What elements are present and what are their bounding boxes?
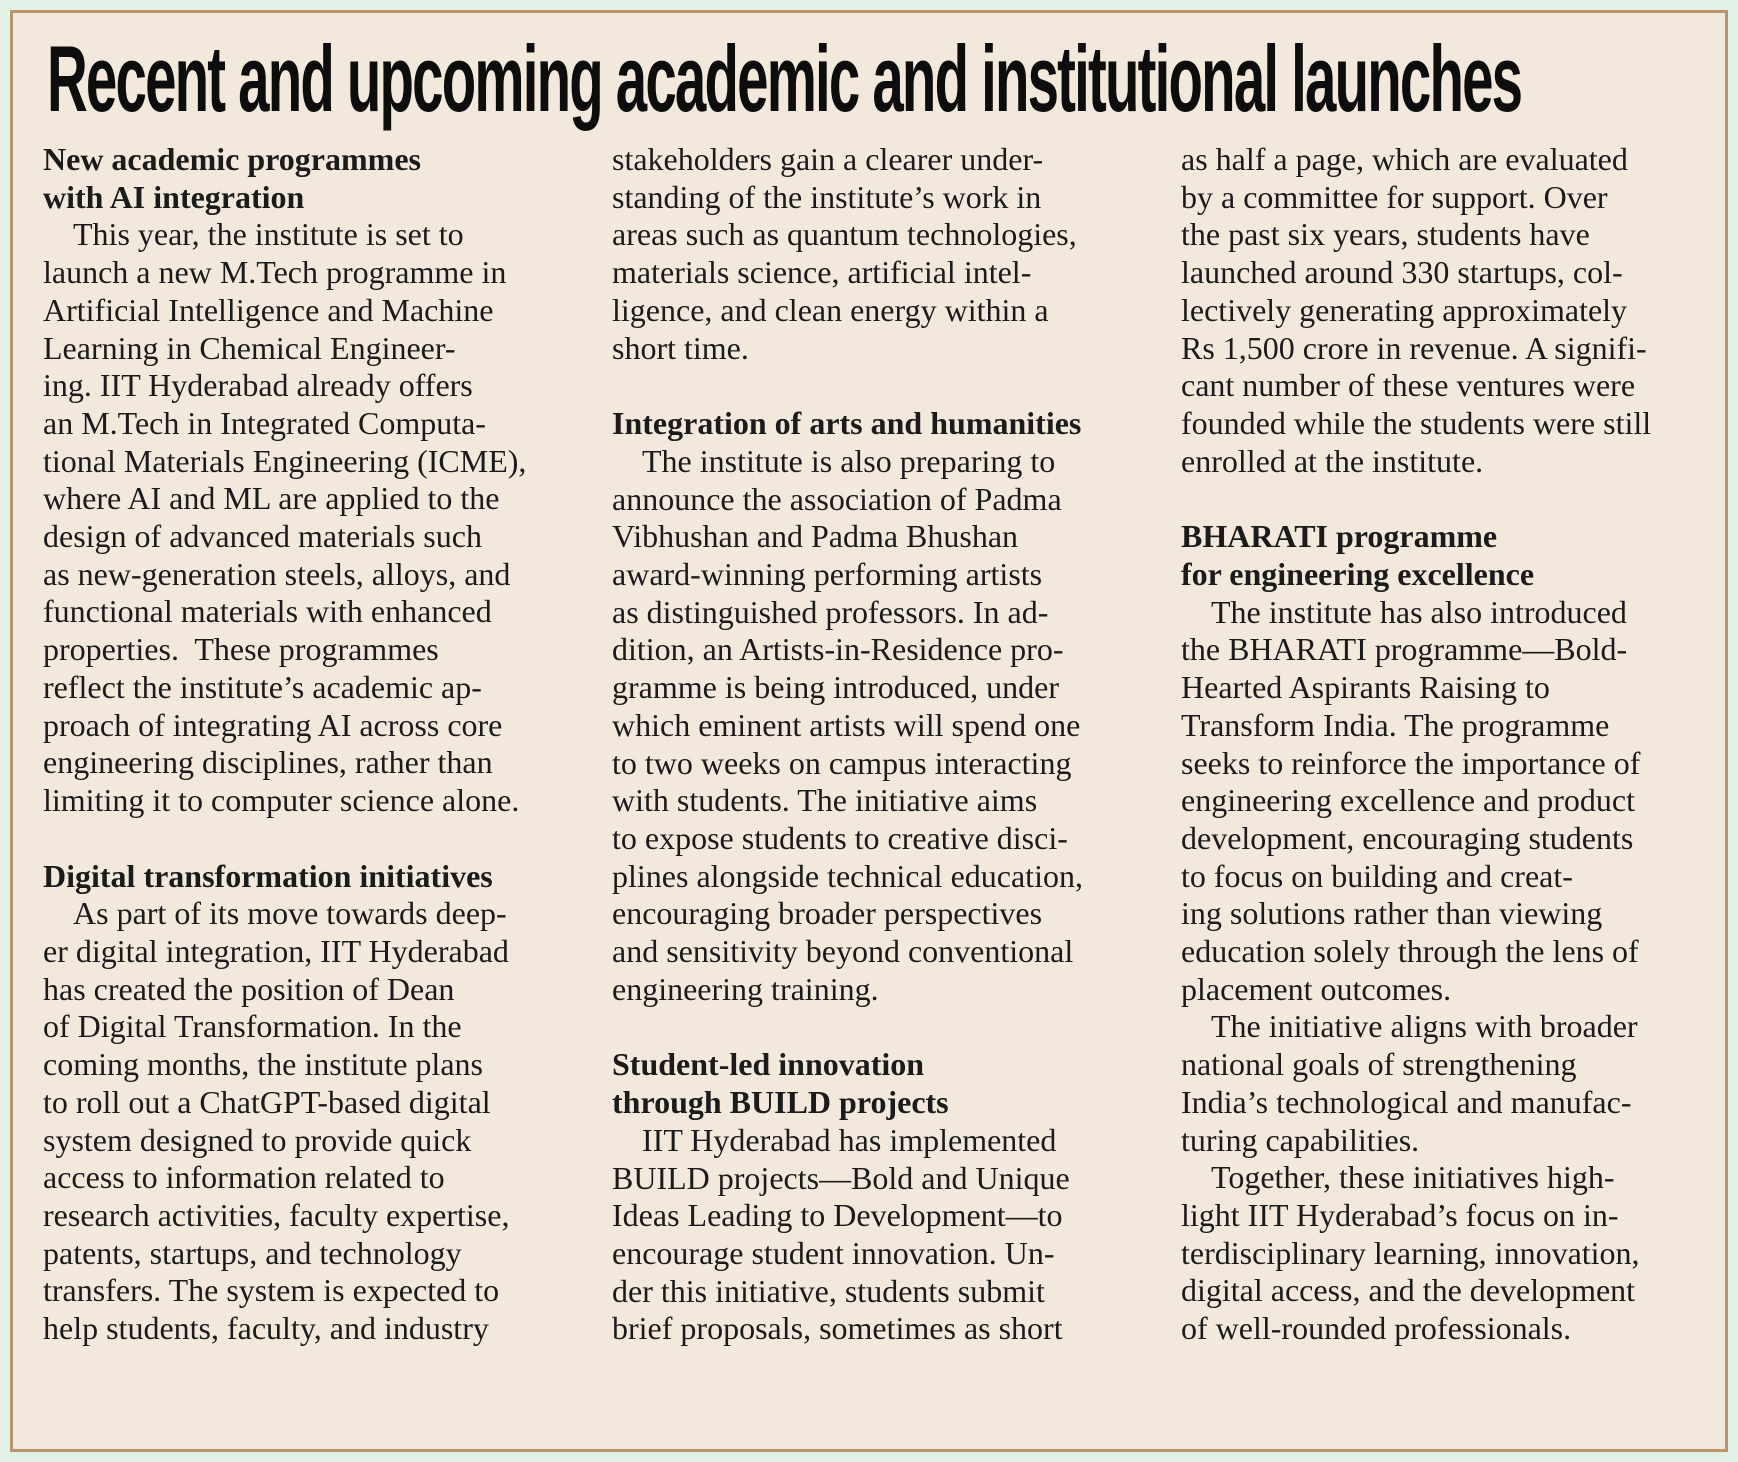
text-line: an M.Tech in Integrated Computa- bbox=[43, 404, 486, 441]
text-line: which eminent artists will spend one bbox=[612, 706, 1081, 743]
text-line: Hearted Aspirants Raising to bbox=[1181, 669, 1550, 706]
text-line: Learning in Chemical Engineer- bbox=[43, 329, 456, 366]
text-line: standing of the institute’s work in bbox=[612, 178, 1042, 215]
text-line: Together, these initiatives high- bbox=[1211, 1159, 1615, 1196]
text-line: engineering excellence and product bbox=[1181, 782, 1635, 819]
text-line: cant number of these ventures were bbox=[1181, 367, 1636, 404]
text-line: where AI and ML are applied to the bbox=[43, 480, 500, 517]
section-heading bbox=[612, 1046, 1136, 1121]
text-line: limiting it to computer science alone. bbox=[43, 781, 520, 818]
text-line: access to information related to bbox=[43, 1159, 445, 1196]
text-line: BUILD projects—Bold and Unique bbox=[612, 1159, 1070, 1196]
paragraph bbox=[1181, 1008, 1705, 1159]
text-line: launch a new M.Tech programme in bbox=[43, 254, 507, 291]
text-line: Digital transformation initiatives bbox=[43, 857, 493, 894]
text-line: development, encouraging students bbox=[1181, 819, 1634, 856]
text-line: materials science, artificial intel- bbox=[612, 254, 1032, 291]
text-line: digital access, and the development bbox=[1181, 1272, 1636, 1309]
article-column bbox=[612, 141, 1136, 1348]
text-line: announce the association of Padma bbox=[612, 480, 1062, 517]
text-line: founded while the students were still bbox=[1181, 404, 1652, 441]
text-line: encouraging broader perspectives bbox=[612, 895, 1043, 932]
text-line: by a committee for support. Over bbox=[1181, 178, 1608, 215]
text-line: Integration of arts and humanities bbox=[612, 405, 1082, 442]
text-line: patents, startups, and technology bbox=[43, 1234, 462, 1271]
text-line: New academic programmes bbox=[43, 141, 421, 177]
text-line: has created the position of Dean bbox=[43, 970, 455, 1007]
text-line: research activities, faculty expertise, bbox=[43, 1196, 510, 1233]
text-line: plines alongside technical education, bbox=[612, 857, 1083, 894]
text-line: short time. bbox=[612, 329, 749, 366]
text-line: to two weeks on campus interacting bbox=[612, 744, 1072, 781]
text-line: turing capabilities. bbox=[1181, 1121, 1420, 1158]
text-line: gramme is being introduced, under bbox=[612, 669, 1059, 706]
paragraph bbox=[43, 895, 567, 1347]
text-line: award-winning performing artists bbox=[612, 556, 1043, 593]
text-line: the BHARATI programme—Bold- bbox=[1181, 631, 1628, 668]
text-line: Transform India. The programme bbox=[1181, 706, 1610, 743]
text-line: coming months, the institute plans bbox=[43, 1046, 483, 1083]
paragraph bbox=[1181, 594, 1705, 1009]
text-line: as new-generation steels, alloys, and bbox=[43, 555, 511, 592]
text-line: to roll out a ChatGPT-based digital bbox=[43, 1083, 491, 1120]
text-line: of well-rounded professionals. bbox=[1181, 1310, 1572, 1347]
text-line: This year, the institute is set to bbox=[73, 216, 464, 253]
text-line: design of advanced materials such bbox=[43, 518, 482, 555]
text-line: light IIT Hyderabad’s focus on in- bbox=[1181, 1196, 1619, 1233]
text-line: As part of its move towards deep- bbox=[73, 895, 507, 932]
text-line: The initiative aligns with broader bbox=[1211, 1008, 1638, 1045]
text-line: areas such as quantum technologies, bbox=[612, 216, 1077, 253]
article-title: Recent and upcoming academic and institutional launches bbox=[47, 26, 1522, 131]
text-line: for engineering excellence bbox=[1181, 556, 1535, 593]
text-line: Vibhushan and Padma Bhushan bbox=[612, 518, 1019, 555]
section-heading bbox=[612, 405, 1136, 443]
text-line: tional Materials Engineering (ICME), bbox=[43, 442, 527, 479]
text-line: The institute has also introduced bbox=[1211, 593, 1627, 630]
article-column bbox=[43, 141, 567, 1348]
text-line: enrolled at the institute. bbox=[1181, 442, 1484, 479]
text-line: Artificial Intelligence and Machine bbox=[43, 291, 494, 328]
paragraph bbox=[1181, 141, 1705, 480]
text-line: launched around 330 startups, col- bbox=[1181, 254, 1623, 291]
text-line: education solely through the lens of bbox=[1181, 933, 1639, 970]
text-line: properties. These programmes bbox=[43, 631, 439, 668]
section-heading bbox=[1181, 518, 1705, 593]
article-columns bbox=[43, 141, 1705, 1348]
text-line: reflect the institute’s academic ap- bbox=[43, 668, 482, 705]
text-line: with students. The initiative aims bbox=[612, 782, 1038, 819]
text-line: national goals of strengthening bbox=[1181, 1046, 1577, 1083]
paragraph bbox=[612, 443, 1136, 1009]
text-line: seeks to reinforce the importance of bbox=[1181, 744, 1641, 781]
text-line: er digital integration, IIT Hyderabad bbox=[43, 933, 509, 970]
text-line: lectively generating approximately bbox=[1181, 291, 1628, 328]
text-line: Ideas Leading to Development—to bbox=[612, 1197, 1063, 1234]
paragraph bbox=[43, 216, 567, 819]
text-line: encourage student innovation. Un- bbox=[612, 1234, 1055, 1271]
text-line: IIT Hyderabad has implemented bbox=[642, 1121, 1057, 1158]
text-line: of Digital Transformation. In the bbox=[43, 1008, 462, 1045]
text-line: to expose students to creative disci- bbox=[612, 819, 1068, 856]
article-column bbox=[1181, 141, 1705, 1348]
text-line: Rs 1,500 crore in revenue. A signifi- bbox=[1181, 329, 1647, 366]
text-line: system designed to provide quick bbox=[43, 1121, 472, 1158]
text-line: ligence, and clean energy within a bbox=[612, 291, 1049, 328]
text-line: proach of integrating AI across core bbox=[43, 706, 503, 743]
text-line: brief proposals, sometimes as short bbox=[612, 1310, 1063, 1347]
text-line: through BUILD projects bbox=[612, 1084, 949, 1121]
text-line: the past six years, students have bbox=[1181, 216, 1590, 253]
paragraph bbox=[1181, 1159, 1705, 1348]
text-line: functional materials with enhanced bbox=[43, 593, 492, 630]
text-line: placement outcomes. bbox=[1181, 970, 1452, 1007]
text-line: as half a page, which are evaluated bbox=[1181, 141, 1628, 177]
newspaper-article bbox=[10, 10, 1728, 1452]
paragraph bbox=[612, 141, 1136, 367]
text-line: help students, faculty, and industry bbox=[43, 1310, 489, 1347]
text-line: BHARATI programme bbox=[1181, 518, 1498, 555]
text-line: as distinguished professors. In ad- bbox=[612, 593, 1049, 630]
text-line: Student-led innovation bbox=[612, 1046, 925, 1083]
text-line: ing. IIT Hyderabad already offers bbox=[43, 367, 473, 404]
paragraph bbox=[612, 1122, 1136, 1348]
text-line: transfers. The system is expected to bbox=[43, 1272, 500, 1309]
text-line: to focus on building and creat- bbox=[1181, 857, 1573, 894]
text-line: engineering training. bbox=[612, 970, 879, 1007]
text-line: and sensitivity beyond conventional bbox=[612, 933, 1074, 970]
text-line: dition, an Artists-in-Residence pro- bbox=[612, 631, 1064, 668]
text-line: India’s technological and manufac- bbox=[1181, 1083, 1632, 1120]
section-heading bbox=[43, 141, 567, 216]
text-line: stakeholders gain a clearer under- bbox=[612, 141, 1044, 177]
text-line: with AI integration bbox=[43, 178, 305, 215]
text-line: engineering disciplines, rather than bbox=[43, 744, 493, 781]
text-line: der this initiative, students submit bbox=[612, 1272, 1045, 1309]
text-line: The institute is also preparing to bbox=[642, 442, 1056, 479]
text-line: terdisciplinary learning, innovation, bbox=[1181, 1234, 1640, 1271]
section-heading bbox=[43, 858, 567, 896]
text-line: ing solutions rather than viewing bbox=[1181, 895, 1603, 932]
